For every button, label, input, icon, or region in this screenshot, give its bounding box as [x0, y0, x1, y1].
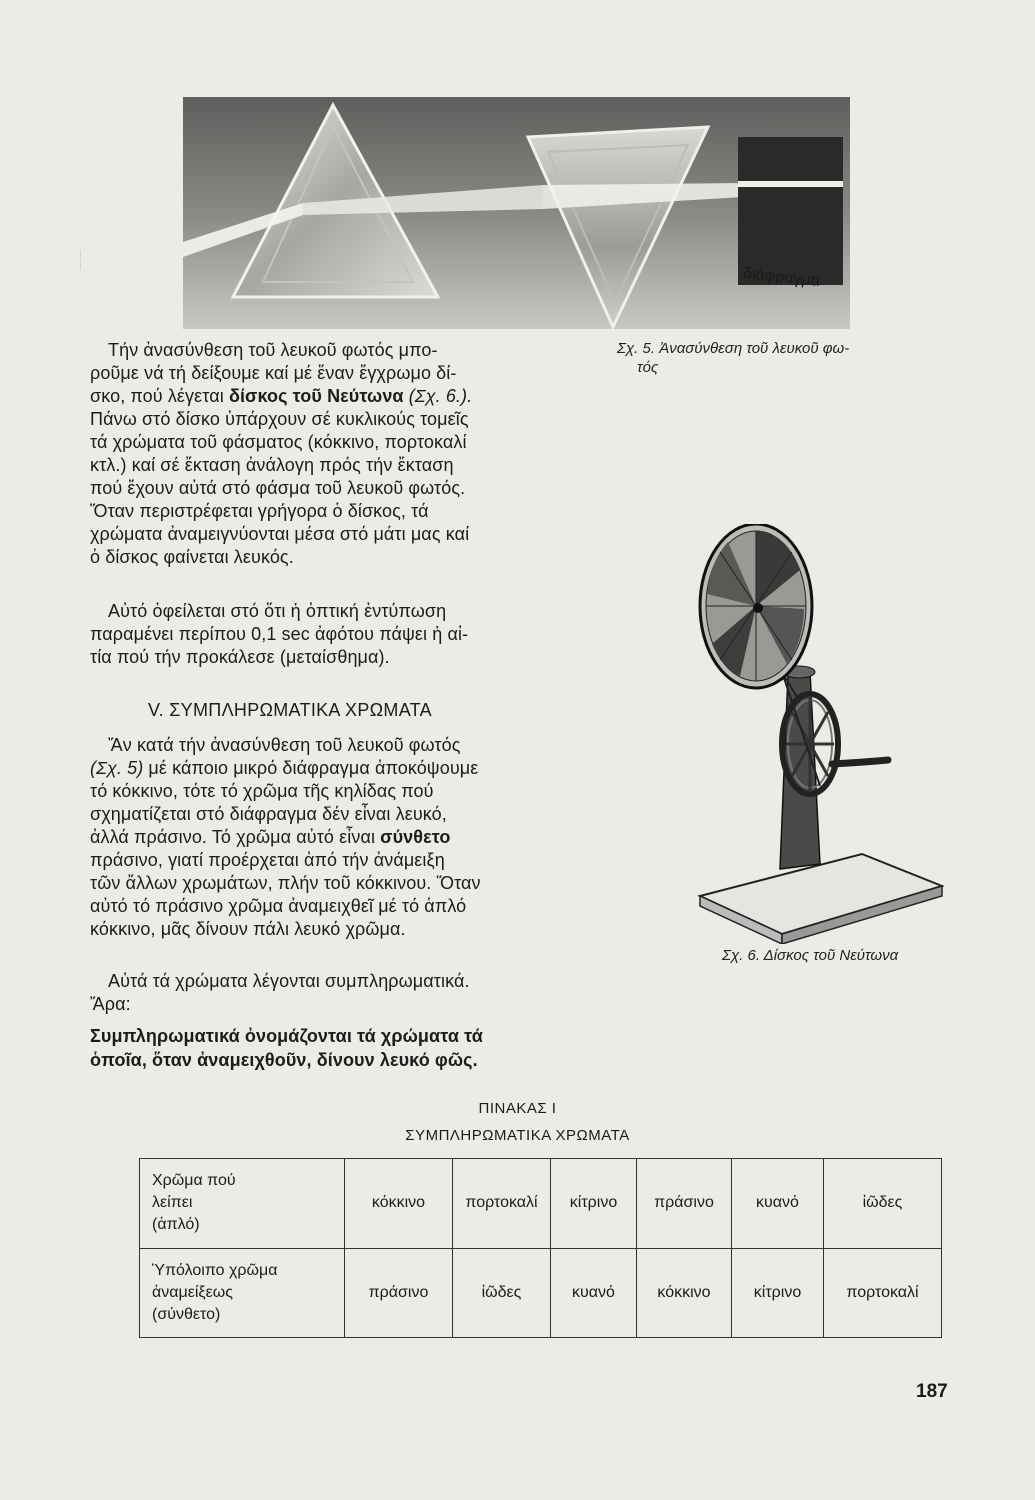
p4-line: Ἄρα:: [90, 994, 131, 1014]
table-cell: κυανό: [732, 1159, 824, 1249]
p2-line: τία πού τήν προκάλεσε (μεταίσθημα).: [90, 647, 390, 667]
p1-ref: (Σχ. 6.).: [403, 386, 473, 406]
crank-handle: [832, 760, 888, 764]
p1-term-bold: δίσκος τοῦ Νεύτωνα: [228, 386, 404, 406]
p4-line: Αὐτά τά χρώματα λέγονται συμπληρωματικά.: [108, 971, 470, 991]
figure-5-caption: [617, 339, 849, 377]
complementary-colors-table: [139, 1158, 942, 1338]
row-header-line: Χρῶμα πού: [152, 1172, 236, 1190]
row-header-missing: [140, 1159, 345, 1249]
paragraph-newton-disk: [90, 339, 582, 569]
definition-line: Συμπληρωματικά ὀνομάζονται τά χρώματα τά: [90, 1026, 483, 1046]
table-cell: κίτρινο: [732, 1248, 824, 1338]
diaphragm-label: διάφραγμα: [742, 265, 821, 290]
p3-text: ἀλλά πράσινο. Τό χρῶμα αὐτό εἶναι: [90, 827, 381, 847]
p1-line: χρώματα ἀναμειγνύονται μέσα στό μάτι μας καί: [90, 524, 470, 544]
definition-complementary: [90, 1024, 582, 1072]
p3-line: Ἄν κατά τήν ἀνασύνθεση τοῦ λευκοῦ φωτός: [108, 735, 461, 755]
p3-line: [90, 757, 582, 780]
p3-line: κόκκινο, μᾶς δίνουν πάλι λευκό χρῶμα.: [90, 919, 406, 939]
p1-line: τά χρώματα τοῦ φάσματος (κόκκινο, πορτοκαλί: [90, 432, 467, 452]
table-cell: πορτοκαλί: [824, 1248, 942, 1338]
table-title-number: ΠΙΝΑΚΑΣ Ι: [478, 1100, 557, 1117]
p3-line: τῶν ἄλλων χρωμάτων, πλήν τοῦ κόκκινου. Ὅταν: [90, 873, 481, 893]
row-header-line: (ἁπλό): [152, 1216, 200, 1234]
row-header-line: ἀναμείξεως: [152, 1283, 233, 1301]
table-cell: κίτρινο: [551, 1159, 637, 1249]
table-row-missing: [140, 1159, 942, 1249]
p1-line: Ὅταν περιστρέφεται γρήγορα ὁ δίσκος, τά: [90, 501, 429, 521]
p1-line: ροῦμε νά τή δείξουμε καί μέ ἕναν ἔγχρωμο δί-: [90, 363, 457, 383]
p1-line: πού ἔχουν αὐτά στό φάσμα τοῦ λευκοῦ φωτός.: [90, 478, 466, 498]
figure-5-caption-line1: Σχ. 5. Ἀνασύνθεση τοῦ λευκοῦ φω-: [617, 340, 850, 357]
prism-recombination-illustration: [183, 97, 850, 329]
p2-line: Αὐτό ὀφείλεται στό ὅτι ἡ ὀπτική ἐντύπωση: [108, 601, 447, 621]
figure-6-caption: Σχ. 6. Δίσκος τοῦ Νεύτωνα: [722, 947, 899, 964]
row-header-remaining: [140, 1248, 345, 1338]
p3-line: τό κόκκινο, τότε τό χρῶμα τῆς κηλίδας πού: [90, 781, 434, 801]
row-header-line: λείπει: [152, 1194, 193, 1212]
paragraph-persistence: [90, 600, 582, 669]
p3-text: μέ κάποιο μικρό διάφραγμα ἀποκόψουμε: [143, 758, 479, 778]
p1-line: κτλ.) καί σέ ἔκταση ἀνάλογη πρός τήν ἔκταση: [90, 455, 454, 475]
paragraph-complementary: [90, 734, 582, 941]
p1-line: Τήν ἀνασύνθεση τοῦ λευκοῦ φωτός μπο-: [108, 340, 438, 360]
row-header-line: Ὑπόλοιπο χρῶμα: [152, 1261, 278, 1279]
p3-line: αὐτό τό πράσινο χρῶμα ἀναμειχθεῖ μέ τό ἁπλό: [90, 896, 467, 916]
table-cell: πορτοκαλί: [453, 1159, 551, 1249]
table-row-remaining: [140, 1248, 942, 1338]
table-cell: κόκκινο: [345, 1159, 453, 1249]
p3-line: πράσινο, γιατί προέρχεται ἀπό τήν ἀνάμειξη: [90, 850, 445, 870]
row-header-line: (σύνθετο): [152, 1305, 221, 1323]
table-cell: κυανό: [551, 1248, 637, 1338]
section-heading: V. ΣΥΜΠΛΗΡΩΜΑΤΙΚΑ ΧΡΩΜΑΤΑ: [148, 700, 432, 720]
p3-line: σχηματίζεται στό διάφραγμα δέν εἶναι λευκό,: [90, 804, 447, 824]
table-cell: ἰῶδες: [453, 1248, 551, 1338]
diaphragm: [738, 137, 843, 285]
definition-line: ὁποῖα, ὅταν ἀναμειχθοῦν, δίνουν λευκό φῶς.: [90, 1050, 478, 1070]
p3-term-bold: σύνθετο: [380, 827, 451, 847]
paragraph-conclusion: [90, 970, 582, 1016]
page-number: 187: [916, 1381, 948, 1402]
table-cell: πράσινο: [637, 1159, 732, 1249]
p1-line: [90, 385, 582, 408]
table-cell: κόκκινο: [637, 1248, 732, 1338]
figure-5-caption-line2: τός: [637, 359, 659, 376]
p1-line: ὁ δίσκος φαίνεται λευκός.: [90, 547, 294, 567]
p1-text: σκο, πού λέγεται: [90, 386, 229, 406]
table-cell: ἰῶδες: [824, 1159, 942, 1249]
p2-line: παραμένει περίπου 0,1 sec ἀφότου πάψει ἡ αἰ-: [90, 624, 469, 644]
p3-ref: (Σχ. 5): [90, 758, 144, 778]
p3-line: [90, 826, 582, 849]
figure-5-photo: [183, 97, 850, 329]
figure-6-newton-disk: [692, 524, 944, 944]
table-title-name: ΣΥΜΠΛΗΡΩΜΑΤΙΚΑ ΧΡΩΜΑΤΑ: [405, 1127, 630, 1144]
table-cell: πράσινο: [345, 1248, 453, 1338]
p1-line: Πάνω στό δίσκο ὑπάρχουν σέ κυκλικούς τομεῖς: [90, 409, 469, 429]
